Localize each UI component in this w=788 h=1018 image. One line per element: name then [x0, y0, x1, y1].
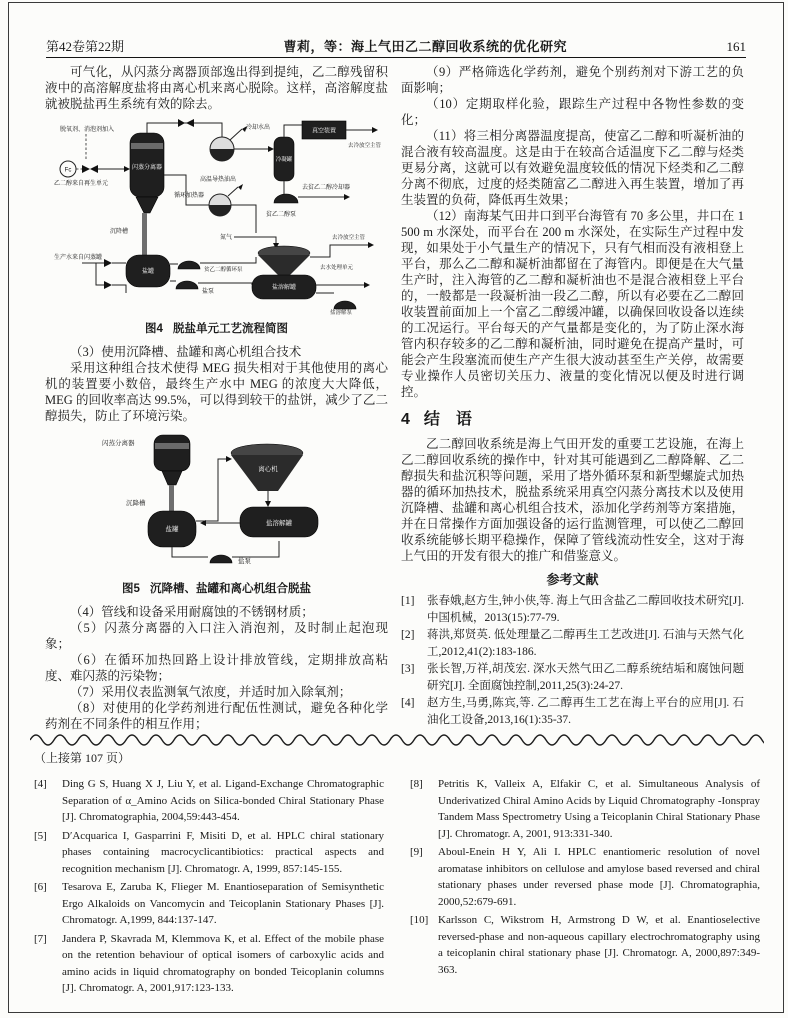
- fig5-settling-pipe: [169, 485, 174, 511]
- list-item: （7）采用仪表监测氧气浓度，并适时加入除氧剂；: [70, 685, 352, 699]
- english-references-left: [34, 776, 384, 999]
- fig4-label-to-lean-meg-cooler: 去贫乙二醇冷却器: [301, 185, 350, 191]
- reference-item: [34, 931, 384, 997]
- list-item: （10）定期取样化验，跟踪生产过程中各物性参数的变化；: [401, 97, 744, 127]
- figure-4-flow-diagram: [51, 117, 383, 315]
- fig4-salt-dissolving-pump-icon: [334, 301, 356, 309]
- fig4-valve-icon: [104, 259, 112, 289]
- fig4-line: [284, 125, 302, 137]
- reference-text: 赵方生,马勇,陈宾,等. 乙二醇再生工艺在海上平台的应用[J]. 石油化工设备,2013,16(1):35-37.: [427, 697, 744, 726]
- fig5-line: [196, 459, 226, 521]
- reference-text: Tesarova E, Zaruba K, Flieger M. Enantioseparation of Semisynthetic Ergo Alkaloids on Vancomycin and Teicoplanin Stationary Phases [J]. Chromatogr. A,1999, 844:137-147.: [62, 881, 384, 926]
- section-number: 4: [401, 411, 410, 428]
- fig4-label-settling-tank: 沉降槽: [109, 229, 128, 235]
- fig4-settling-pipe: [142, 213, 147, 255]
- fig5-flash-separator-vessel: [154, 435, 190, 471]
- fig5-label-flash-separator: 闪蒸分离器: [101, 440, 134, 447]
- figure-5: [45, 429, 388, 597]
- fig4-label-salt-pump: 盐泵: [201, 289, 214, 295]
- fig4-label-to-cold-vent-1: 去冷放空主管: [347, 143, 381, 149]
- fig4-valve-icon: [82, 165, 98, 173]
- english-references-right: [410, 776, 760, 999]
- page-header: [46, 36, 746, 55]
- reference-number: [3]: [401, 663, 415, 675]
- fig4-arrowhead: [124, 166, 130, 172]
- header-rule: [46, 57, 746, 58]
- reference-text: Karlsson C, Wikstrom H, Armstrong D W, et al. Enantioselective reversed-phase and non-aqueous capillary electrochromatography using a teicoplanin chiral stationary phase [J]. Chromatogr. A, 2000,897:349-363.: [438, 914, 760, 976]
- fig4-label-lean-meg-pump: 贫乙二醇泵: [265, 212, 296, 218]
- reference-number: [6]: [34, 881, 47, 893]
- reference-item: [401, 627, 744, 660]
- list-item: （8）对使用的化学药剂进行配伍性测试，避免各种化学药剂在不同条件的相互作用；: [45, 701, 388, 731]
- figure-5-caption-label: 图5: [122, 583, 140, 595]
- fig4-label-meg-in: 乙二醇来自再生单元: [53, 181, 108, 187]
- fig4-salt-pump-icon: [176, 281, 198, 289]
- fig4-lean-meg-circ-pump-icon: [178, 261, 200, 269]
- figure-4-caption-label: 图4: [145, 323, 163, 335]
- fig4-line: [198, 283, 252, 285]
- fig5-cone: [162, 471, 182, 485]
- conclusion-paragraph: 乙二醇回收系统是海上气田开发的重要工艺设施，在海上乙二醇回收系统的操作中，针对其可能遇到乙二醇降解、乙二醇损失和盐沉积等问题，采用了塔外循环泵和新型螺旋式加热器的循环加热技术，脱盐系统采用真空闪蒸分离技术以及使用沉降槽、盐罐和离心机组合技术，添加化学药剂等方案措施，并在日常操作方面加强设备的运行监测管理，可以使乙二醇回收系统能够长期平稳操作，保障了管线流动性安全，这对于海上气田的开发有很大的推广和借鉴意义。: [401, 437, 744, 563]
- reference-number: [7]: [34, 932, 47, 945]
- fig4-arrowhead: [364, 282, 370, 288]
- fig4-label-to-water-treatment: 去水处理单元: [319, 265, 353, 271]
- continuation-section: [34, 749, 760, 999]
- fig4-label-flash-separator: 闪蒸分离器: [131, 165, 162, 171]
- reference-number: [4]: [34, 778, 47, 790]
- fig4-label-deoxidizer: 脱氧剂、消泡剂加入: [59, 127, 114, 133]
- fig5-label-centrifuge: 离心机: [257, 466, 278, 473]
- wavy-separator-line: [30, 733, 764, 747]
- english-references-columns: [34, 776, 760, 999]
- list-item: （12）南海某气田井口到平台海管有 70 多公里，井口在 1 500 m 水深处，而平台在 200 m 水深处，在实际生产过程中发现，如果处于小气量生产的情况下，只有气相而没有液相登上平台，那么乙二醇和凝析油都留在了海管内。即便是在大气量生产时，注入海管的乙二醇和凝析油也不是混合液相登上平台的，一般都是一段凝析油一段乙二醇，所以有必要在乙二醇回收装置前面加上一个富乙二醇缓冲罐，以确保回收设备以连续的工况运行。平台每天的产气量都是变化的，为了防止深水海管内积存较多的乙二醇和凝析油，同时避免在提高产量时，可能会产生段塞流而使生产产生很大波动甚至生产关停，故需要专业操作人员密切关压力、液量的变化情况以便及时进行调控。: [401, 209, 744, 399]
- reference-number: [1]: [401, 595, 415, 607]
- figure-4-caption: [45, 321, 388, 337]
- left-column: [45, 64, 388, 732]
- list-item: （5）闪蒸分离器的入口注入消泡剂，及时制止起泡现象；: [45, 621, 388, 651]
- reference-text: Aboul-Enein H Y, Ali I. HPLC enantiomeric resolution of novel aromatase inhibitors on cellulose and amylose based reversed and chiral stationary phases under reversed phase mode [J]. Chromatographia, 2000,52:679-691.: [438, 846, 760, 908]
- item-3-body: 采用这种组合技术使得 MEG 损失相对于其他使用的离心机的装置要小数倍，最终生产水中 MEG 的浓度大大降低，MEG 的回收率高达 99.5%，可以得到较干的盐饼，减少了乙二醇损失，防止了环境污染。: [45, 361, 388, 423]
- fig4-centrifuge-funnel: [258, 255, 310, 275]
- fig5-label-settling-tank: 沉降槽: [125, 500, 145, 507]
- fig4-cone: [136, 197, 158, 213]
- reference-text: D′Acquarica I, Gasparrini F, Misiti D, et al. HPLC chiral stationary phases containing macrocyclicantibiotics: practical aspects and recognition mechanism [J]. Chromatogr. A, 1999, 857:145-155.: [62, 829, 384, 875]
- reference-text: 蒋洪,郑贤英. 低处理量乙二醇再生工艺改进[J]. 石油与天然气化工,2012,41(2):183-186.: [427, 629, 744, 658]
- wavy-separator: [30, 733, 764, 747]
- fig4-arrowhead: [372, 127, 378, 133]
- reference-item: [401, 661, 744, 694]
- page-number: 161: [726, 39, 746, 54]
- fig4-arrowhead: [344, 194, 350, 200]
- fig4-label-fc: Fc: [64, 167, 71, 174]
- reference-number: [10]: [410, 914, 429, 926]
- fig4-vessel-band: [131, 143, 163, 149]
- list-item: （4）管线和设备采用耐腐蚀的不锈钢材质；: [70, 605, 314, 619]
- list-item: （9）严格筛选化学药剂，避免个别药剂对下游工艺的负面影响；: [401, 65, 744, 95]
- figure-5-flow-diagram: [82, 429, 352, 575]
- reference-item: [401, 695, 744, 728]
- fig4-label-circulating-heater: 循环加热器: [173, 193, 204, 199]
- reference-text: 张春娥,赵方生,钟小侠,等. 海上气田含盐乙二醇回收技术研究[J]. 中国机械，2013(15):77-79.: [427, 595, 744, 624]
- fig5-arrowhead: [265, 501, 271, 507]
- fig4-label-condensate-tank: 冷凝罐: [275, 157, 292, 163]
- fig4-arrowhead: [368, 242, 374, 248]
- running-title: 曹莉，等：海上气田乙二醇回收系统的优化研究: [283, 39, 568, 54]
- reference-item: [410, 844, 760, 910]
- fig4-label-vacuum-device: 真空装置: [311, 128, 336, 135]
- figure-5-caption: [45, 581, 388, 597]
- fig4-label-nitrogen: 氮气: [219, 235, 232, 241]
- fig4-line: [234, 237, 276, 243]
- fig4-label-salt-dissolving-pump: 盐溶解泵: [329, 310, 352, 315]
- fig5-line: [232, 541, 279, 557]
- reference-item: [410, 912, 760, 978]
- fig4-line: [200, 257, 256, 263]
- fig4-arrowhead: [238, 184, 243, 190]
- fig5-vessel-band: [155, 443, 189, 449]
- fig4-label-cooling-water-out: 冷却水出: [245, 125, 270, 131]
- fig4-arrowhead: [268, 146, 274, 152]
- fig4-line: [112, 263, 126, 293]
- journal-issue: 第42卷第22期: [46, 39, 125, 54]
- reference-item: [410, 776, 760, 842]
- figure-5-caption-text: 沉降槽、盐罐和离心机组合脱盐: [149, 583, 311, 595]
- reference-item: [401, 593, 744, 626]
- reference-item: [34, 776, 384, 826]
- fig5-arrowhead: [226, 456, 232, 462]
- list-item: （11）将三相分离器温度提高，使富乙二醇和听凝析油的混合液有较高温度。这是由于在较高合适温度下乙二醇与烃类更易分离，这就可以有效避免温度较低的情况下烃类和乙二醇分离不彻底，过度的烃类随富乙二醇进入再生装置，增加了再生装置的负荷，降低再生效果；: [401, 129, 744, 207]
- reference-number: [5]: [34, 829, 47, 842]
- section-heading: [401, 412, 744, 428]
- fig4-label-salt-dissolving-tank: 盐溶解罐: [271, 285, 296, 291]
- fig5-salt-pump-icon: [210, 555, 232, 563]
- fig4-line: [230, 129, 242, 140]
- wavy-path: [30, 735, 764, 745]
- reference-number: [9]: [410, 846, 423, 858]
- fig5-label-salt-pump: 盐泵: [237, 558, 251, 565]
- item-3-heading: （3）使用沉降槽、盐罐和离心机组合技术: [70, 345, 302, 359]
- reference-item: [34, 828, 384, 878]
- fig4-label-lean-meg-circ-pump: 贫乙二醇循环泵: [203, 267, 243, 273]
- fig4-label-hot-oil-out: 高温导热油出: [199, 177, 236, 183]
- reference-text: 张长智,万祥,胡茂宏. 深水天然气田乙二醇系统结垢和腐蚀问题研究[J]. 全面腐蚀控制,2011,25(3):24-27.: [427, 663, 744, 692]
- fig5-centrifuge-funnel: [231, 455, 303, 491]
- fig5-label-salt-tank: 盐罐: [165, 526, 178, 533]
- fig4-label-salt-tank: 盐罐: [141, 269, 154, 275]
- reference-text: Ding G S, Huang X J, Liu Y, et al. Ligand-Exchange Chromatographic Separation of α_Amino Acids on Silica-bonded Chiral Stationary Phase [J]. Chromatographia, 2004,59:443-454.: [62, 778, 384, 823]
- fig4-heater-shade: [209, 205, 231, 216]
- fig4-lean-meg-pump-icon: [274, 194, 298, 203]
- right-column: [401, 64, 744, 729]
- fig4-valve-icon: [178, 119, 194, 127]
- reference-number: [2]: [401, 629, 415, 641]
- figure-4-caption-text: 脱盐单元工艺流程简图: [172, 323, 288, 335]
- fig4-line: [310, 245, 368, 257]
- fig5-label-salt-dissolving-tank: 盐溶解罐: [265, 520, 292, 527]
- fig4-cooler-shade: [210, 149, 234, 161]
- list-item: （6）在循环加热回路上设计排放管线，定期排放高粘度、难闪蒸的污染物；: [45, 653, 388, 683]
- reference-item: [34, 879, 384, 929]
- fig4-line: [228, 187, 238, 196]
- figure-4: [45, 117, 388, 337]
- continuation-note: （上接第 107 页）: [34, 751, 131, 765]
- reference-number: [8]: [410, 778, 423, 790]
- references-heading: 参考文献: [546, 572, 599, 587]
- fig5-line: [172, 547, 208, 557]
- fig4-label-to-cold-vent-2: 去冷放空主管: [331, 235, 365, 241]
- fig4-label-produced-water-in: 生产水来自闪蒸罐: [53, 255, 102, 261]
- section-title: 结 语: [423, 411, 472, 428]
- paragraph: 可气化，从闪蒸分离器顶部逸出得到提纯，乙二醇残留积液中的高溶解度盐将由离心机来离心脱除。这样，高溶解度盐就被脱盐再生系统有效的除去。: [45, 65, 388, 111]
- reference-number: [4]: [401, 697, 415, 709]
- reference-text: Petritis K, Valleix A, Elfakir C, et al. Simultaneous Analysis of Underivatized Chiral Amino Acids by Liquid Chromatography -Ionspray Tandem Mass Spectrometry Using a Teicoplanin Chiral Stationary Phase [J]. Chromatogr. A, 2001, 913:331-340.: [438, 778, 760, 840]
- reference-text: Jandera P, Skavrada M, Klemmova K, et al. Effect of the mobile phase on the retention behaviour of optical isomers of carboxylic acids and amino acids in liquid chromatography on bonded Teicoplanin columns [J]. Chromatogr. A, 2001,917:123-133.: [62, 932, 384, 994]
- fig4-line: [82, 263, 104, 285]
